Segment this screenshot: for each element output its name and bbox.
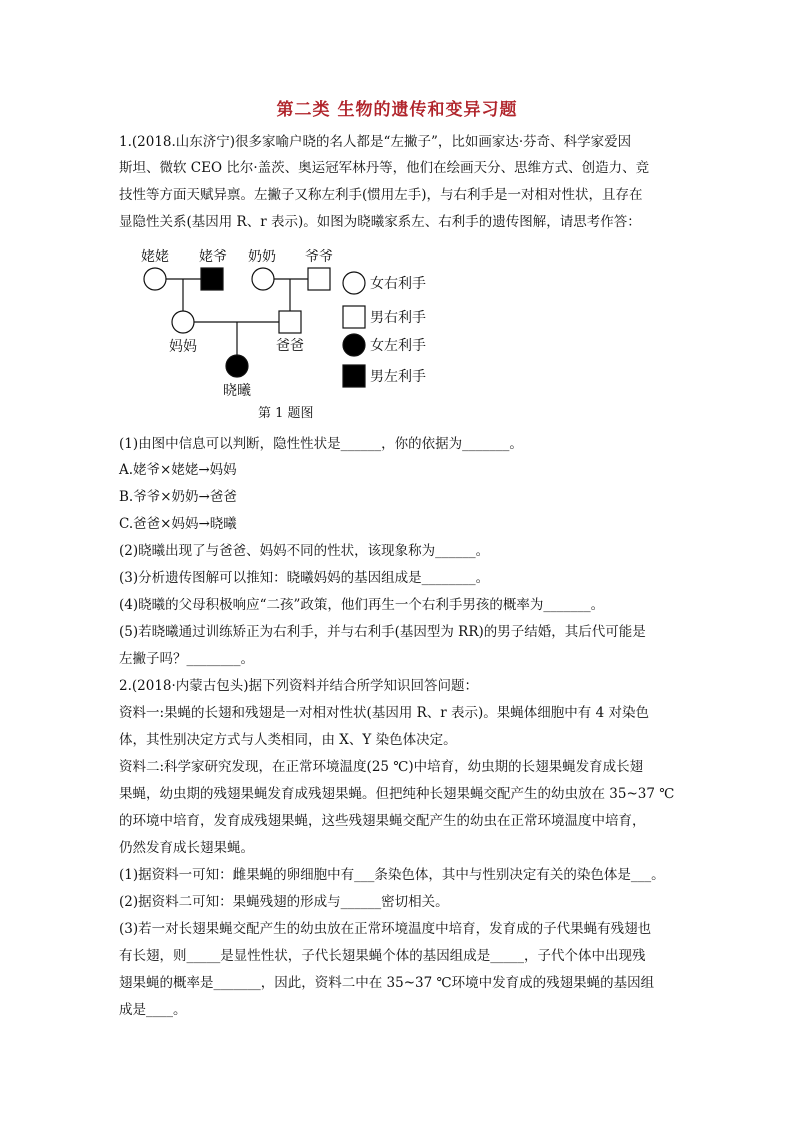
q2-sub-2: (2)据资料二可知：果蝇残翅的形成与______密切相关。 — [119, 894, 449, 910]
q2-sub-3-cont-1: 有长翅，则_____是显性性状，子代长翅果蝇个体的基因组成是_____，子代个体中出现残 — [119, 948, 646, 964]
label-father: 爸爸 — [276, 338, 304, 354]
q2-line-4: 资料二:科学家研究发现，在正常环境温度(25 ℃)中培育，幼虫期的长翅果蝇发育成长翅 — [119, 759, 644, 775]
q1-option-a: A.姥爷×姥姥→妈妈 — [119, 462, 237, 478]
page-title: 第二类 生物的遗传和变异习题 — [276, 100, 518, 120]
legend-female-left-symbol — [343, 334, 365, 356]
child-symbol — [226, 355, 248, 377]
father-symbol — [279, 311, 301, 333]
q1-option-c: C.爸爸×妈妈→晓曦 — [119, 516, 237, 532]
label-grandma-paternal: 奶奶 — [248, 249, 276, 265]
legend-male-left-symbol — [343, 365, 365, 387]
q2-sub-1: (1)据资料一可知：雌果蝇的卵细胞中有___条染色体，其中与性别决定有关的染色体是___。 — [119, 867, 665, 883]
pedigree-figure — [0, 238, 794, 438]
q1-option-b: B.爷爷×奶奶→爸爸 — [119, 489, 237, 505]
label-child: 晓曦 — [223, 383, 251, 399]
grandpa-paternal-symbol — [308, 268, 330, 290]
q1-sub-3: (3)分析遗传图解可以推知：晓曦妈妈的基因组成是________。 — [119, 570, 490, 586]
q1-sub-2: (2)晓曦出现了与爸爸、妈妈不同的性状，该现象称为______。 — [119, 543, 490, 559]
legend-female-right: 女右利手 — [370, 276, 426, 292]
q1-sub-5: (5)若晓曦通过训练矫正为右利手，并与右利手(基因型为 RR)的男子结婚，其后代可能是 — [119, 624, 646, 640]
label-mother: 妈妈 — [169, 339, 197, 355]
q1-sub-1: (1)由图中信息可以判断，隐性性状是______，你的依据为_______。 — [119, 436, 523, 452]
q2-line-2: 资料一:果蝇的长翅和残翅是一对相对性状(基因用 R、r 表示)。果蝇体细胞中有 4 对染色 — [119, 705, 649, 721]
label-grandpa-maternal: 姥爷 — [199, 249, 227, 265]
label-grandma-maternal: 姥姥 — [141, 249, 169, 265]
q2-sub-3: (3)若一对长翅果蝇交配产生的幼虫放在正常环境温度中培育，发育成的子代果蝇有残翅也 — [119, 921, 652, 937]
legend-male-right: 男右利手 — [370, 310, 426, 326]
q1-sub-5-cont: 左撇子吗？________。 — [119, 651, 254, 667]
grandpa-maternal-symbol — [201, 268, 223, 290]
legend-male-left: 男左利手 — [370, 369, 426, 385]
q1-sub-4: (4)晓曦的父母积极响应“二孩”政策，他们再生一个右利手男孩的概率为_______。 — [119, 597, 605, 613]
q2-sub-3-cont-2: 翅果蝇的概率是_______，因此，资料二中在 35~37 ℃环境中发育成的残翅果蝇的基因组 — [119, 975, 655, 991]
q2-line-6: 的环境中培育，发育成残翅果蝇，这些残翅果蝇交配产生的幼虫在正常环境温度中培育， — [119, 813, 646, 829]
q1-line-3: 技性等方面天赋异禀。左撇子又称左利手(惯用左手)，与右利手是一对相对性状，且存在 — [119, 187, 643, 203]
q1-line-4: 显隐性关系(基因用 R、r 表示)。如图为晓曦家系左、右利手的遗传图解，请思考作答： — [119, 214, 641, 230]
q1-line-1: 1.(2018.山东济宁)很多家喻户晓的名人都是“左撇子”，比如画家达·芬奇、科学家爱因 — [119, 134, 632, 150]
legend-male-right-symbol — [343, 306, 365, 328]
legend-female-right-symbol — [343, 272, 365, 294]
figure-caption: 第 1 题图 — [258, 406, 314, 421]
legend-female-left: 女左利手 — [370, 338, 426, 354]
q2-line-7: 仍然发育成长翅果蝇。 — [119, 840, 254, 856]
grandma-maternal-symbol — [144, 268, 166, 290]
mother-symbol — [172, 311, 194, 333]
q2-line-1: 2.(2018·内蒙古包头)据下列资料并结合所学知识回答问题： — [119, 678, 479, 694]
q1-line-2: 斯坦、微软 CEO 比尔·盖茨、奥运冠军林丹等，他们在绘画天分、思维方式、创造力、竞 — [119, 160, 650, 176]
grandma-paternal-symbol — [252, 268, 274, 290]
q2-sub-3-cont-3: 成是____。 — [119, 1002, 187, 1018]
q2-line-3: 体，其性别决定方式与人类相同，由 X、Y 染色体决定。 — [119, 732, 457, 748]
label-grandpa-paternal: 爷爷 — [305, 249, 333, 265]
q2-line-5: 果蝇，幼虫期的残翅果蝇发育成残翅果蝇。但把纯种长翅果蝇交配产生的幼虫放在 35~37 ℃ — [119, 786, 675, 802]
